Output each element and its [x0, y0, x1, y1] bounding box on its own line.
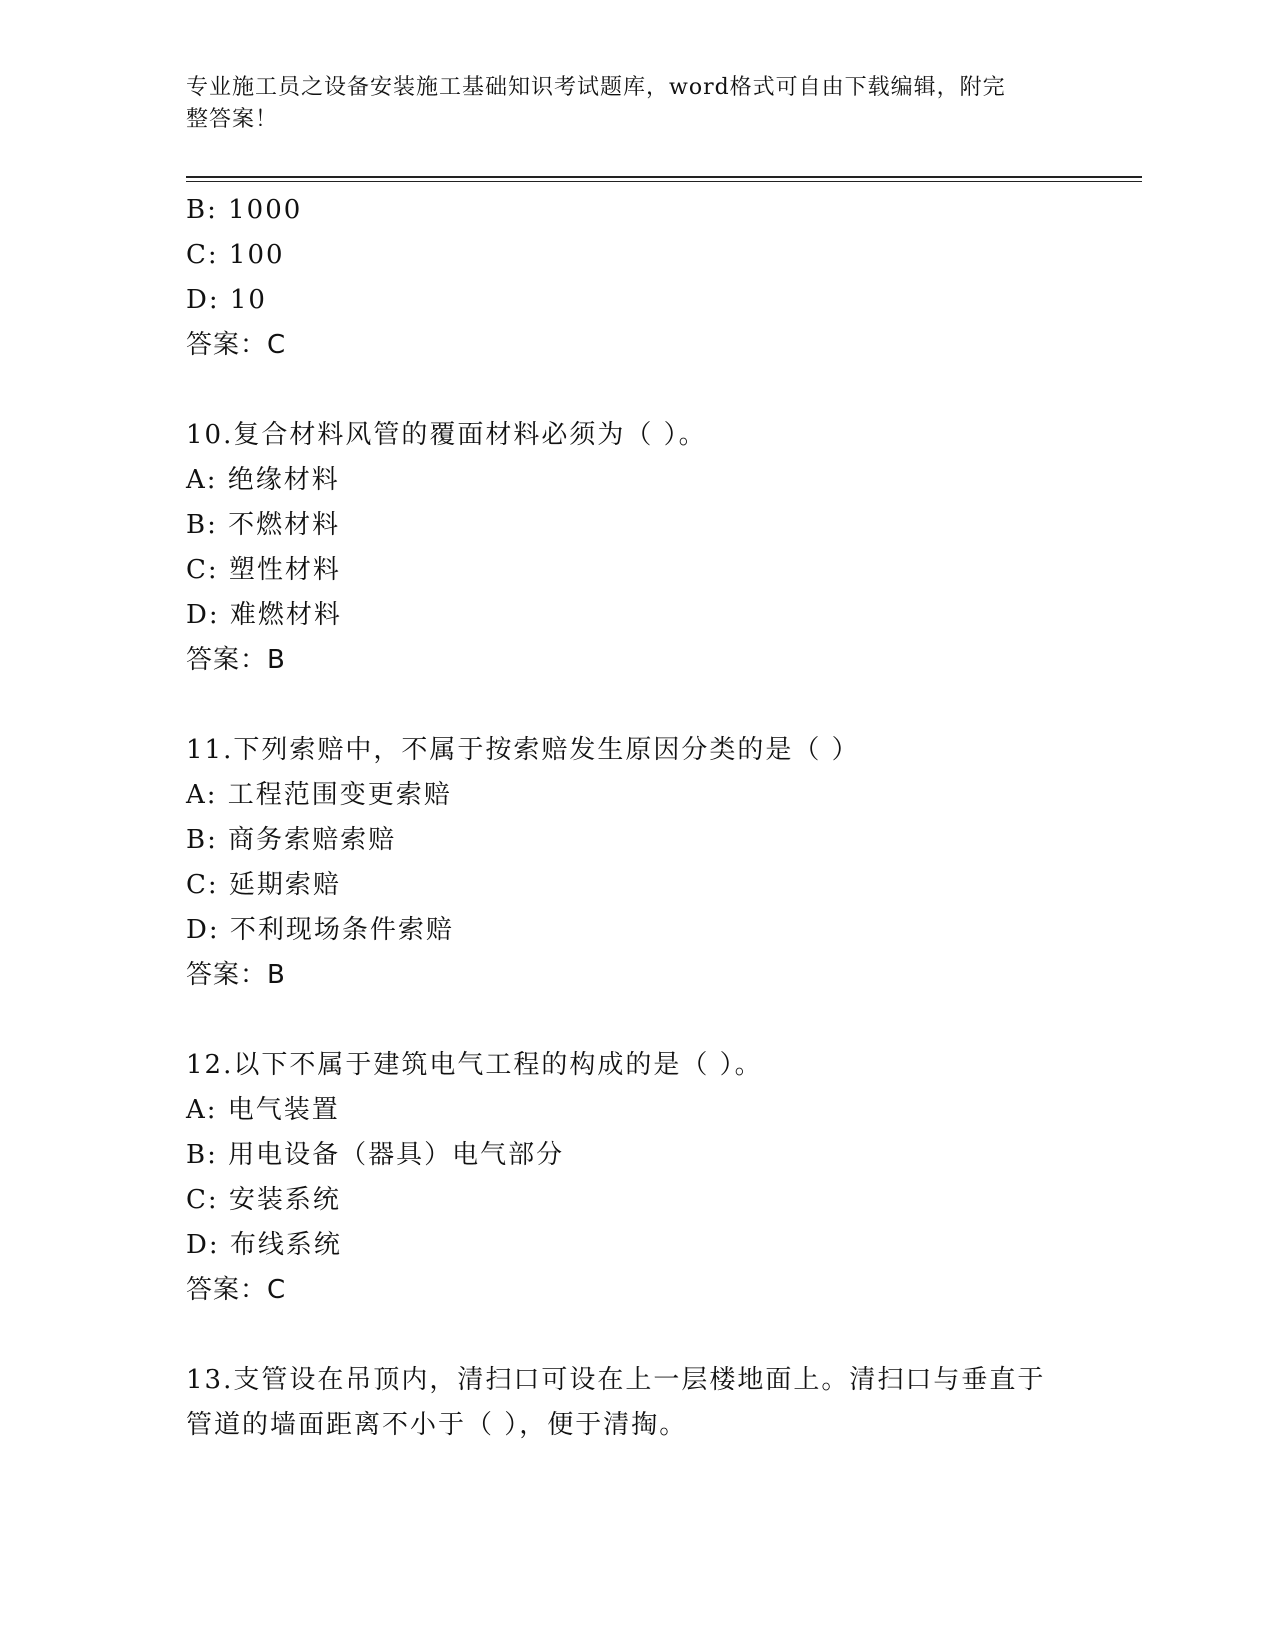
header-rule-thin — [186, 181, 1142, 182]
answer: 答案：C — [186, 1275, 287, 1305]
question-text: 12.以下不属于建筑电气工程的构成的是（ ）。 — [186, 1050, 763, 1080]
option-a: A: 电气装置 — [186, 1095, 340, 1125]
option-b: B: 不燃材料 — [186, 510, 341, 540]
question-text: 10.复合材料风管的覆面材料必须为（ ）。 — [186, 420, 707, 450]
option-c: C: 塑性材料 — [186, 555, 341, 585]
question-12 — [186, 1043, 1086, 1313]
option-c: C: 安装系统 — [186, 1185, 341, 1215]
option-d: D: 不利现场条件索赔 — [186, 915, 454, 945]
question-10 — [186, 413, 1086, 683]
question-13 — [186, 1358, 1066, 1448]
option-a: A: 绝缘材料 — [186, 465, 340, 495]
option-b: B: 1000 — [186, 195, 303, 225]
option-d: D: 10 — [186, 285, 267, 315]
document-header — [186, 72, 1066, 136]
option-c: C: 100 — [186, 240, 285, 270]
option-b: B: 用电设备（器具）电气部分 — [186, 1140, 565, 1170]
document-body — [186, 188, 1086, 1448]
header-rule-thick — [186, 176, 1142, 178]
question-9-tail — [186, 188, 1086, 368]
option-b: B: 商务索赔索赔 — [186, 825, 397, 855]
question-text-line-2: 管道的墙面距离不小于（ ），便于清掏。 — [186, 1410, 688, 1440]
question-text: 11.下列索赔中，不属于按索赔发生原因分类的是（ ） — [186, 735, 860, 765]
option-a: A: 工程范围变更索赔 — [186, 780, 452, 810]
header-line-1: 专业施工员之设备安装施工基础知识考试题库，word格式可自由下载编辑，附完 — [186, 75, 1006, 100]
question-text-line-1: 13.支管设在吊顶内，清扫口可设在上一层楼地面上。清扫口与垂直于 — [186, 1365, 1046, 1395]
header-line-2: 整答案！ — [186, 107, 279, 132]
answer: 答案：B — [186, 645, 286, 675]
question-11 — [186, 728, 1086, 998]
answer: 答案：C — [186, 330, 287, 360]
option-d: D: 难燃材料 — [186, 600, 342, 630]
option-d: D: 布线系统 — [186, 1230, 342, 1260]
answer: 答案：B — [186, 960, 286, 990]
option-c: C: 延期索赔 — [186, 870, 341, 900]
